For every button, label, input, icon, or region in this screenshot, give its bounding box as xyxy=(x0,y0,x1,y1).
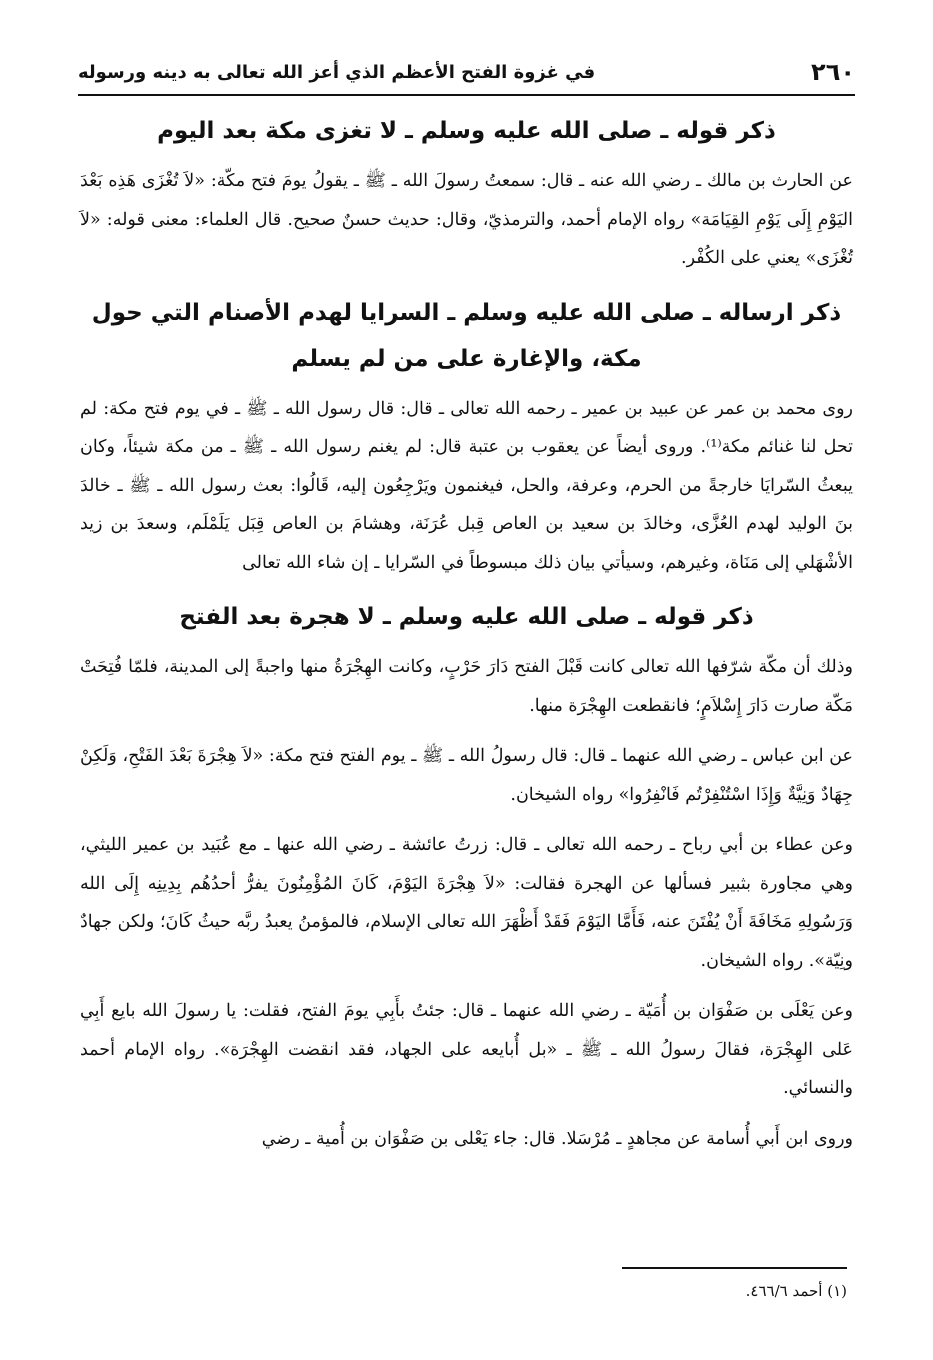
page-number: ٢٦٠ xyxy=(811,58,855,86)
page-body xyxy=(80,102,853,1170)
paragraph: وذلك أن مكّة شرّفها الله تعالى كانت قَبْلَ الفتح دَارَ حَرْبٍ، وكانت الهِجْرَةُ منها واجبةً إلى المدينة، فلمّا فُتِحَتْ مَكّة صارت دَارَ إِسْلاَمٍ؛ فانقطعت الهِجْرَة منها. xyxy=(80,657,853,716)
paragraph: عن ابن عباس ـ رضي الله عنهما ـ قال: قال رسولُ الله ـ ﷺ ـ يوم الفتح فتح مكة: «لاَ هِجْرَةَ بَعْدَ الفَتْحِ، وَلَكِنْ جِهَادٌ وَنِيَّةٌ وَإِذَا اسْتُنْفِرْتُم فَانْفِرُوا» رواه الشيخان. xyxy=(80,746,853,805)
running-title: في غزوة الفتح الأعظم الذي أعز الله تعالى به دينه ورسوله xyxy=(78,61,596,83)
paragraph: روى محمد بن عمر عن عبيد بن عمير ـ رحمه الله تعالى ـ قال: قال رسول الله ـ ﷺ ـ في يوم فتح مكة: لم تحل لنا غنائم مكة⁽¹⁾. وروى أيضاً عن يعقوب بن عتبة قال: لم يغنم رسول الله ـ ﷺ ـ من مكة شيئاً، وكان يبعثُ السّرايَا خارجةً من الحرم، وعرفة، والحل، فيغنمون ويَرْجِعُون إليه، قَالُوا: بعث رسول الله ـ ﷺ ـ خالدَ بنَ الوليد لهدم العُزَّى، وخالدَ بن سعيد بن العاص قِبل عُرَنَة، وهشامَ بن العاص قِبَل يَلَمْلَم، وسعدَ بن زيد الأشْهَلي إلى مَنَاة، وغيرهم، وسيأتي بيان ذلك مبسوطاً في السّرايا ـ إن شاء الله تعالى xyxy=(80,398,853,573)
page-header xyxy=(78,50,855,96)
footnote-divider xyxy=(622,1267,847,1269)
paragraph: عن الحارث بن مالك ـ رضي الله عنه ـ قال: سمعتُ رسولَ الله ـ ﷺ ـ يقولُ يومَ فتح مكّة: «لاَ تُغْزَى هَذِه بَعْدَ اليَوْمِ إِلَى يَوْمِ القِيَامَة» رواه الإمام أحمد، والترمذيّ، وقال: حديث حسنٌ صحيح. قال العلماء: معنى قوله: «لاَ تُغْزَى» يعني على الكُفْر. xyxy=(80,171,853,268)
paragraph: وعن عطاء بن أبي رباح ـ رحمه الله تعالى ـ قال: زرتُ عائشة ـ رضي الله عنها ـ مع عُبَيد بن عمير الليثي، وهي مجاورة بثبير فسألها عن الهجرة فقالت: «لاَ هِجْرَةَ اليَوْمَ، كَانَ المُؤْمِنُونَ يفرُّ أحدُهُم بِدِينِه إِلَى الله وَرَسُولِهِ مَخَافَةَ أَنْ يُفْتَنَ عنه، فَأَمَّا اليَوْمَ فَقَدْ أَظْهَرَ الله تعالى الإسلام، فالمؤمنُ يعبدُ ربَّه حيثُ كَانَ؛ ولكن جهادٌ ونِيّة». رواه الشيخان. xyxy=(80,835,853,971)
section-title: ذكر قوله ـ صلى الله عليه وسلم ـ لا تغزى مكة بعد اليوم xyxy=(157,118,776,144)
footnote: (١) أحمد ٤٦٦/٦. xyxy=(745,1282,847,1300)
paragraph: وعن يَعْلَى بن صَفْوَان بن أُمَيّة ـ رضي الله عنهما ـ قال: جئتُ بأَبِي يومَ الفتح، فقلت: يا رسولَ الله بايع أَبِي عَلى الهِجْرَة، فقالَ رسولُ الله ـ ﷺ ـ «بل أُبايعه على الجهاد، فقد انقضت الهِجْرَة». رواه الإمام أحمد والنسائي. xyxy=(80,1001,853,1098)
section-title: ذكر ارساله ـ صلى الله عليه وسلم ـ السرايا لهدم الأصنام التي حول مكة، والإغارة على من لم يسلم xyxy=(91,299,842,372)
section-title: ذكر قوله ـ صلى الله عليه وسلم ـ لا هجرة بعد الفتح xyxy=(179,604,754,630)
paragraph: وروى ابن أَبي أُسامة عن مجاهدٍ ـ مُرْسَلا. قال: جاء يَعْلى بن صَفْوَان بن أُمية ـ رضي xyxy=(261,1128,853,1149)
